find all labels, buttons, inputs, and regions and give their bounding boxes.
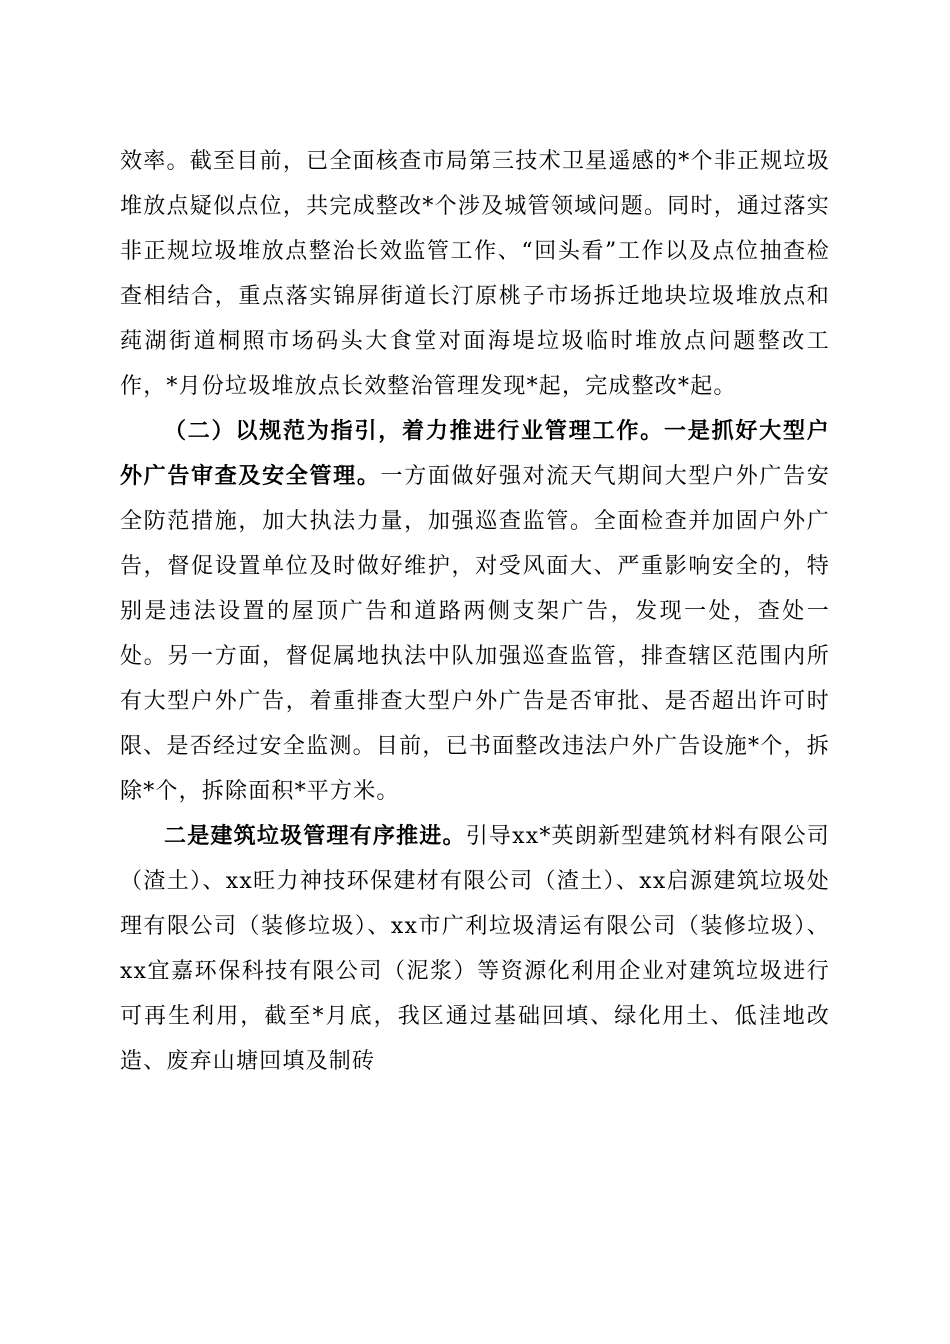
paragraph-construction-waste <box>120 814 830 1084</box>
section-heading-industry: （二）以规范为指引，着力推进行业管理工作。一是抓好大型户外广告审查及安全管理。 <box>120 418 830 489</box>
paragraph-body-advertising: 一方面做好强对流天气期间大型户外广告安全防范措施，加大执法力量，加强巡查监管。全面检查并加固户外广告，督促设置单位及时做好维护，对受风面大、严重影响安全的，特别是违法设置的屋顶广告和道路两侧支架广告，发现一处，查处一处。另一方面，督促属地执法中队加强巡查监管，排查辖区范围内所有大型户外广告，着重排查大型户外广告是否审批、是否超出许可时限、是否经过安全监测。目前，已书面整改违法户外广告设施*个，拆除*个，拆除面积*平方米。 <box>120 464 830 804</box>
paragraph-body-construction-waste: 引导xx*英朗新型建筑材料有限公司（渣土）、xx旺力神技环保建材有限公司（渣土）、xx启源建筑垃圾处理有限公司（装修垃圾）、xx市广利垃圾清运有限公司（装修垃圾）、xx宜嘉环保科技有限公司（泥浆）等资源化利用企业对建筑垃圾进行可再生利用，截至*月底，我区通过基础回填、绿化用土、低洼地改造、废弃山塘回填及制砖 <box>120 824 830 1074</box>
paragraph-industry-management <box>120 409 830 814</box>
paragraph-waste-rectification: 效率。截至目前，已全面核查市局第三技术卫星遥感的*个非正规垃圾堆放点疑似点位，共完成整改*个涉及城管领域问题。同时，通过落实非正规垃圾堆放点整治长效监管工作、“回头看”工作以及点位抽查检查相结合，重点落实锦屏街道长汀原桃子市场拆迁地块垃圾堆放点和莼湖街道桐照市场码头大食堂对面海堤垃圾临时堆放点问题整改工作，*月份垃圾堆放点长效整治管理发现*起，完成整改*起。 <box>120 149 830 399</box>
section-heading-construction-waste: 二是建筑垃圾管理有序推进。 <box>164 823 466 849</box>
document-page <box>120 139 830 1084</box>
